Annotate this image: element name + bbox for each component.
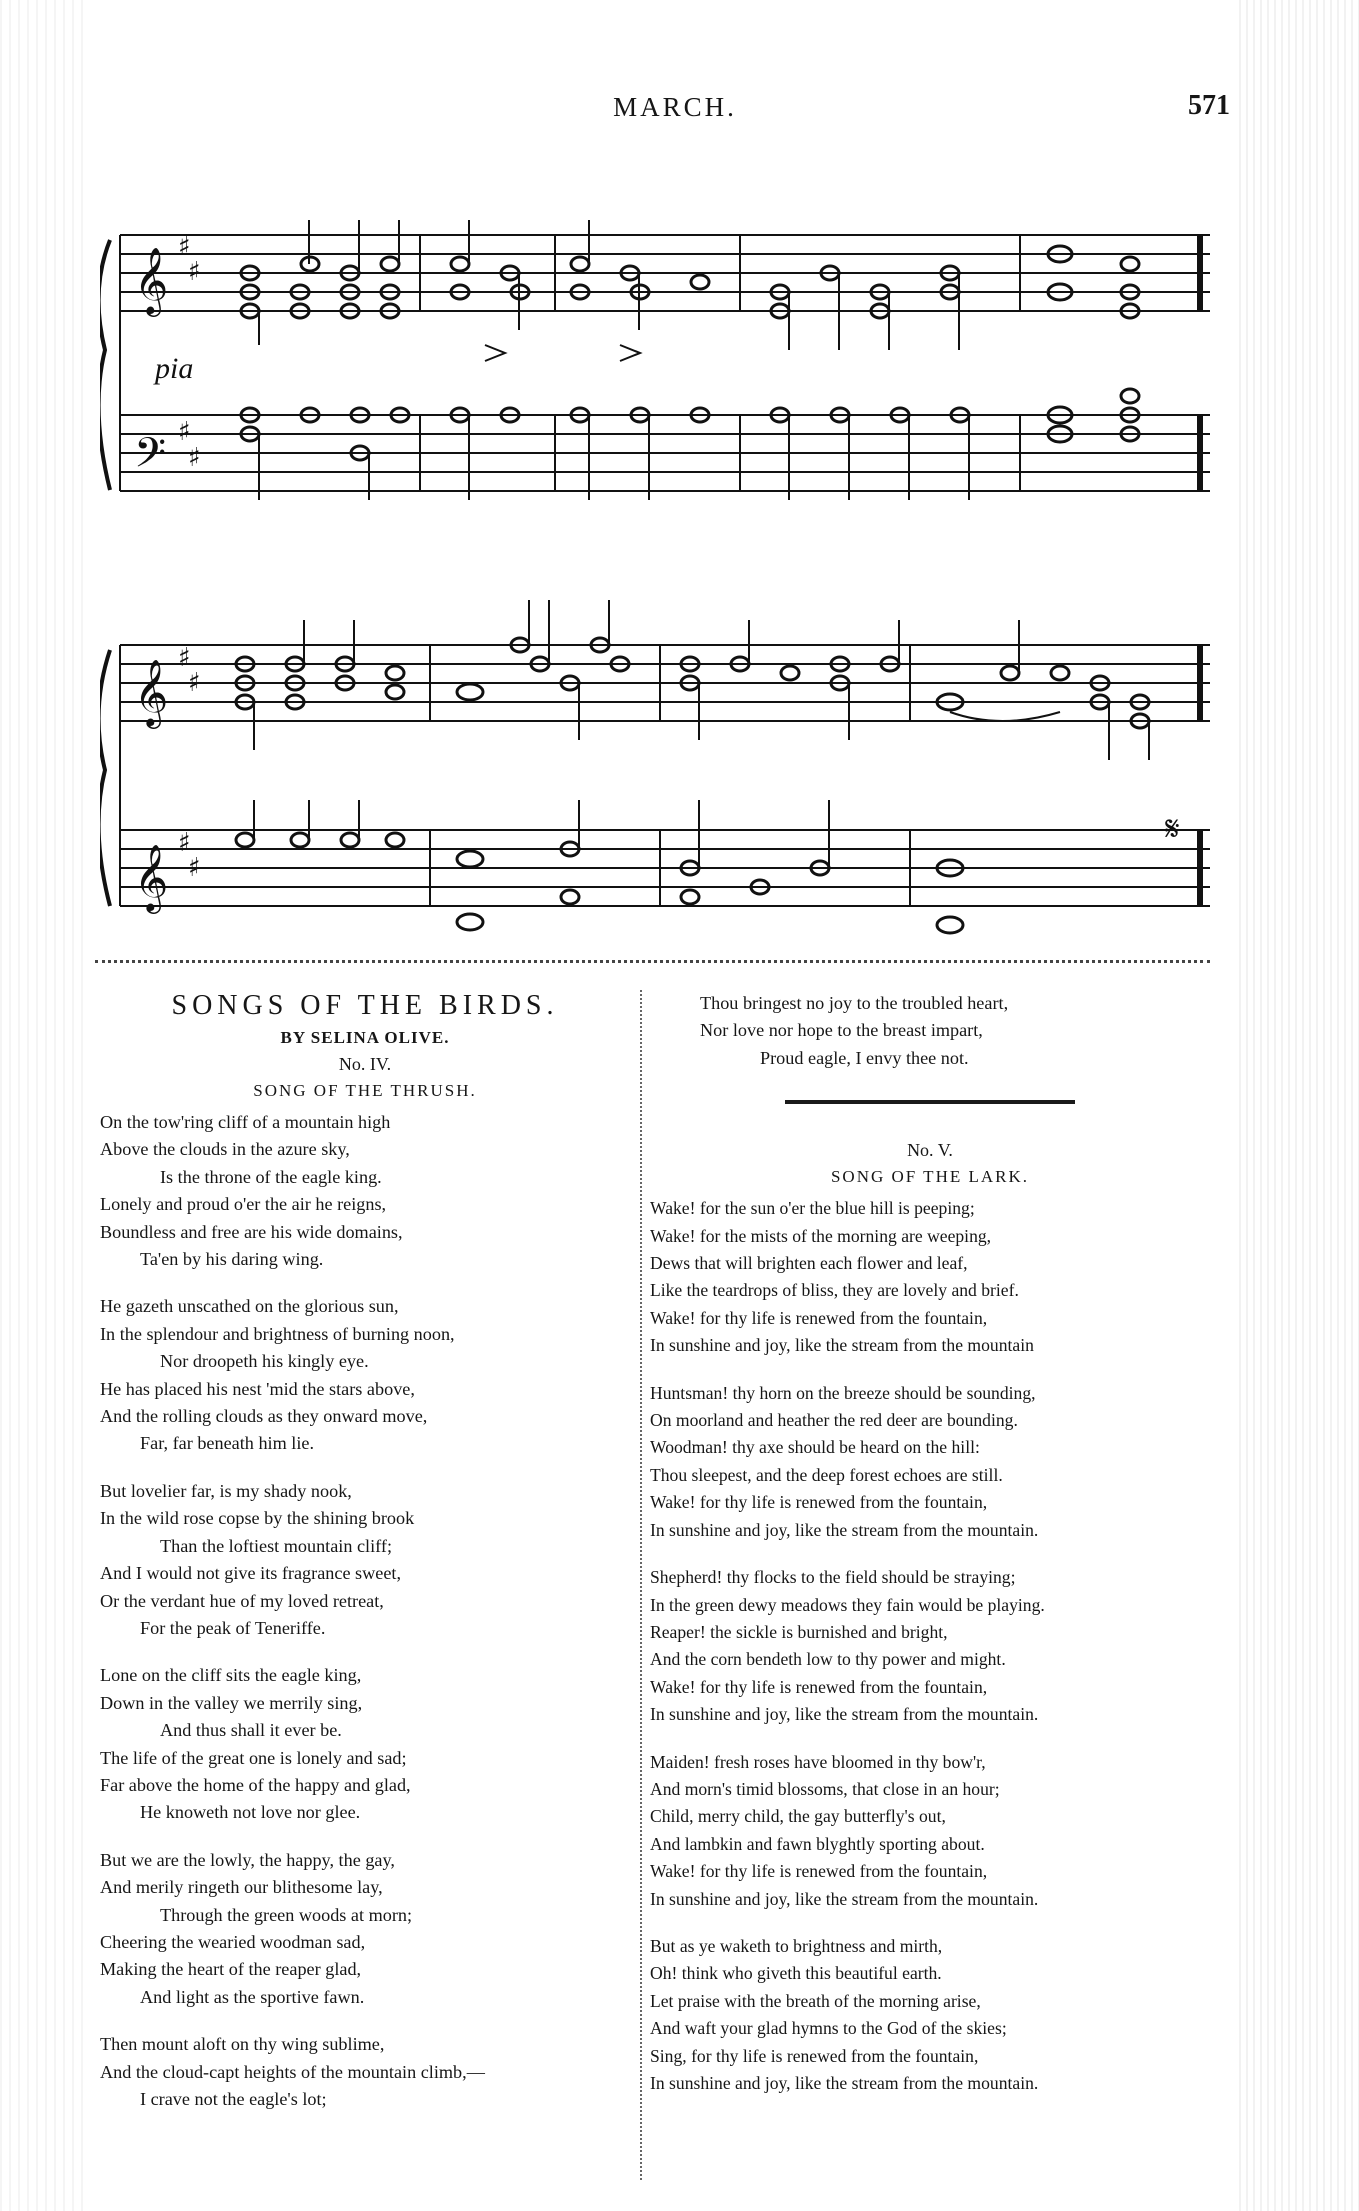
- right-column: [650, 990, 1210, 2117]
- verse-line: Child, merry child, the gay butterfly's out,: [650, 1806, 946, 1827]
- page-number: 571: [1188, 90, 1230, 121]
- verse-line: Sing, for thy life is renewed from the fountain,: [650, 2045, 979, 2066]
- svg-text:♯: ♯: [188, 853, 201, 883]
- verse-line: Wake! for thy life is renewed from the fountain,: [650, 1492, 988, 1513]
- svg-text:♯: ♯: [178, 417, 191, 447]
- stanza: [100, 1293, 630, 1457]
- verse-line: Through the green woods at morn;: [160, 1904, 413, 1925]
- verse-line: Reaper! the sickle is burnished and bright,: [650, 1621, 948, 1642]
- verse-line: Nor droopeth his kingly eye.: [160, 1351, 369, 1372]
- song-number: No. V.: [907, 1140, 953, 1161]
- verse-line: Shepherd! thy flocks to the field should be straying;: [650, 1567, 1016, 1588]
- svg-text:𝄞: 𝄞: [134, 843, 169, 911]
- verse-line: And thus shall it ever be.: [160, 1720, 342, 1741]
- verse-line: Thou sleepest, and the deep forest echoes are still.: [650, 1464, 1003, 1485]
- svg-text:𝄢: 𝄢: [134, 429, 167, 487]
- verse-line: Far above the home of the happy and glad,: [100, 1774, 411, 1795]
- verse-line: Nor love nor hope to the breast impart,: [700, 1020, 983, 1041]
- accents-1: [485, 345, 640, 361]
- verse-line: Than the loftiest mountain cliff;: [160, 1535, 393, 1556]
- verse-line: Is the throne of the eagle king.: [160, 1166, 382, 1187]
- verse-line: And I would not give its fragrance sweet,: [100, 1563, 402, 1584]
- verse-line: Wake! for thy life is renewed from the fountain,: [650, 1307, 988, 1328]
- dynamic-marking: pia: [155, 352, 194, 385]
- tie: [950, 712, 1060, 721]
- stanza: [100, 1478, 630, 1642]
- stanza: [100, 2031, 630, 2113]
- verse-line: Thou bringest no joy to the troubled heart,: [700, 993, 1009, 1013]
- verse-line: Maiden! fresh roses have bloomed in thy bow'r,: [650, 1751, 986, 1772]
- verse-line: Oh! think who giveth this beautiful earth.: [650, 1963, 942, 1984]
- bass-staff-2: [120, 830, 1210, 906]
- verse-line: Wake! for thy life is renewed from the fountain,: [650, 1676, 988, 1697]
- music-system-1: [100, 220, 1210, 500]
- brace-1: [100, 240, 110, 490]
- verse-line: In sunshine and joy, like the stream from the mountain.: [650, 1888, 1039, 1909]
- verse-line: For the peak of Teneriffe.: [140, 1617, 326, 1638]
- verse-line: Huntsman! thy horn on the breeze should be sounding,: [650, 1382, 1036, 1403]
- stanza: [650, 1380, 1210, 1544]
- stanza-continuation: [650, 990, 1210, 1072]
- svg-text:𝄋: 𝄋: [1165, 809, 1180, 849]
- verse-line: Ta'en by his daring wing.: [140, 1249, 324, 1270]
- verse-line: Then mount aloft on thy wing sublime,: [100, 2034, 385, 2055]
- page-edge-left: [0, 0, 90, 2211]
- verse-line: Cheering the wearied woodman sad,: [100, 1931, 366, 1952]
- verse-line: Let praise with the breath of the morning arise,: [650, 1990, 981, 2011]
- svg-text:♯: ♯: [178, 232, 191, 262]
- verse-line: I crave not the eagle's lot;: [140, 2089, 327, 2109]
- verse-line: Or the verdant hue of my loved retreat,: [100, 1590, 384, 1611]
- page-header: [120, 88, 1230, 128]
- verse-line: In the splendour and brightness of burning noon,: [100, 1323, 455, 1344]
- barlines-2: [430, 645, 1200, 906]
- svg-text:♯: ♯: [178, 828, 191, 858]
- stanza: [100, 1662, 630, 1826]
- verse-line: And light as the sportive fawn.: [140, 1986, 365, 2007]
- verse-line: Wake! for the sun o'er the blue hill is peeping;: [650, 1198, 975, 1219]
- verse-line: Proud eagle, I envy thee not.: [760, 1047, 969, 1068]
- section-divider: [95, 960, 1210, 963]
- page-edge-right: [1239, 0, 1359, 2211]
- column-rule: [640, 990, 642, 2180]
- left-column: [100, 990, 630, 2133]
- notes-system-1: [241, 246, 1139, 460]
- svg-text:♯: ♯: [178, 643, 191, 673]
- svg-text:♯: ♯: [188, 257, 201, 287]
- stems-system-2: [254, 600, 1149, 868]
- verse-line: He knoweth not love nor glee.: [140, 1802, 361, 1823]
- svg-text:𝄞: 𝄞: [134, 246, 169, 314]
- svg-text:♯: ♯: [188, 443, 201, 473]
- verse-line: And the corn bendeth low to thy power and might.: [650, 1649, 1006, 1670]
- song-number: No. IV.: [338, 1054, 392, 1074]
- verse-line: And morn's timid blossoms, that close in an hour;: [650, 1778, 1000, 1799]
- verse-line: And the rolling clouds as they onward move,: [100, 1406, 428, 1427]
- treble-staff-2: [120, 645, 1210, 721]
- verse-line: Wake! for thy life is renewed from the fountain,: [650, 1861, 988, 1882]
- verse-line: Lone on the cliff sits the eagle king,: [100, 1665, 362, 1686]
- verse-line: In sunshine and joy, like the stream from the mountain.: [650, 1704, 1039, 1725]
- verse-line: Down in the valley we merrily sing,: [100, 1692, 363, 1713]
- verse-line: But as ye waketh to brightness and mirth,: [650, 1935, 943, 1956]
- verse-line: Like the teardrops of bliss, they are lovely and brief.: [650, 1280, 1019, 1301]
- verse-line: In sunshine and joy, like the stream from the mountain: [650, 1335, 1034, 1356]
- brace-2: [100, 650, 110, 906]
- verse-line: In the wild rose copse by the shining brook: [100, 1508, 415, 1529]
- verse-line: Above the clouds in the azure sky,: [100, 1139, 350, 1160]
- stanza: [650, 1195, 1210, 1359]
- bass-staff-1: [120, 415, 1210, 491]
- verse-line: And the cloud-capt heights of the mountain climb,—: [100, 2061, 485, 2082]
- sheet-music: [100, 200, 1230, 950]
- stanza: [650, 1749, 1210, 1913]
- verse-line: But we are the lowly, the happy, the gay,: [100, 1849, 395, 1870]
- verse-line: And lambkin and fawn blyghtly sporting about.: [650, 1833, 985, 1854]
- song-title: SONG OF THE LARK.: [830, 1167, 1030, 1187]
- stanza: [650, 1933, 1210, 2097]
- verse-line: In sunshine and joy, like the stream from the mountain.: [650, 2073, 1039, 2093]
- running-head: MARCH.: [613, 92, 737, 122]
- treble-staff-1: [120, 235, 1210, 311]
- verse-line: He has placed his nest 'mid the stars above,: [100, 1378, 415, 1399]
- verse-line: On the tow'ring cliff of a mountain high: [100, 1112, 391, 1132]
- verse-line: In sunshine and joy, like the stream from the mountain.: [650, 1519, 1039, 1540]
- verse-line: And waft your glad hymns to the God of the skies;: [650, 2018, 1007, 2039]
- music-system-2: [100, 600, 1210, 933]
- stanza: [100, 1109, 630, 1273]
- verse-line: Making the heart of the reaper glad,: [100, 1959, 362, 1980]
- verse-line: Dews that will brighten each flower and leaf,: [650, 1253, 968, 1274]
- verse-line: Lonely and proud o'er the air he reigns,: [100, 1194, 387, 1215]
- verse-line: On moorland and heather the red deer are bounding.: [650, 1410, 1018, 1431]
- verse-line: Boundless and free are his wide domains,: [100, 1221, 403, 1242]
- verse-line: In the green dewy meadows they fain would be playing.: [650, 1594, 1045, 1615]
- verse-line: Far, far beneath him lie.: [140, 1433, 315, 1454]
- verse-line: And merily ringeth our blithesome lay,: [100, 1877, 383, 1898]
- verse-line: He gazeth unscathed on the glorious sun,: [100, 1296, 399, 1317]
- verse-line: Wake! for the mists of the morning are weeping,: [650, 1225, 992, 1246]
- verse-line: But lovelier far, is my shady nook,: [100, 1480, 352, 1501]
- article-title: SONGS OF THE BIRDS.: [171, 990, 559, 1021]
- svg-text:♯: ♯: [188, 668, 201, 698]
- song-title: SONG OF THE THRUSH.: [253, 1081, 477, 1100]
- stanza: [650, 1564, 1210, 1728]
- verse-line: The life of the great one is lonely and sad;: [100, 1747, 407, 1768]
- byline: BY SELINA OLIVE.: [280, 1028, 450, 1047]
- verse-line: Woodman! thy axe should be heard on the hill:: [650, 1437, 980, 1458]
- stanza: [100, 1847, 630, 2011]
- svg-text:𝄞: 𝄞: [134, 658, 169, 726]
- section-rule: [785, 1100, 1075, 1104]
